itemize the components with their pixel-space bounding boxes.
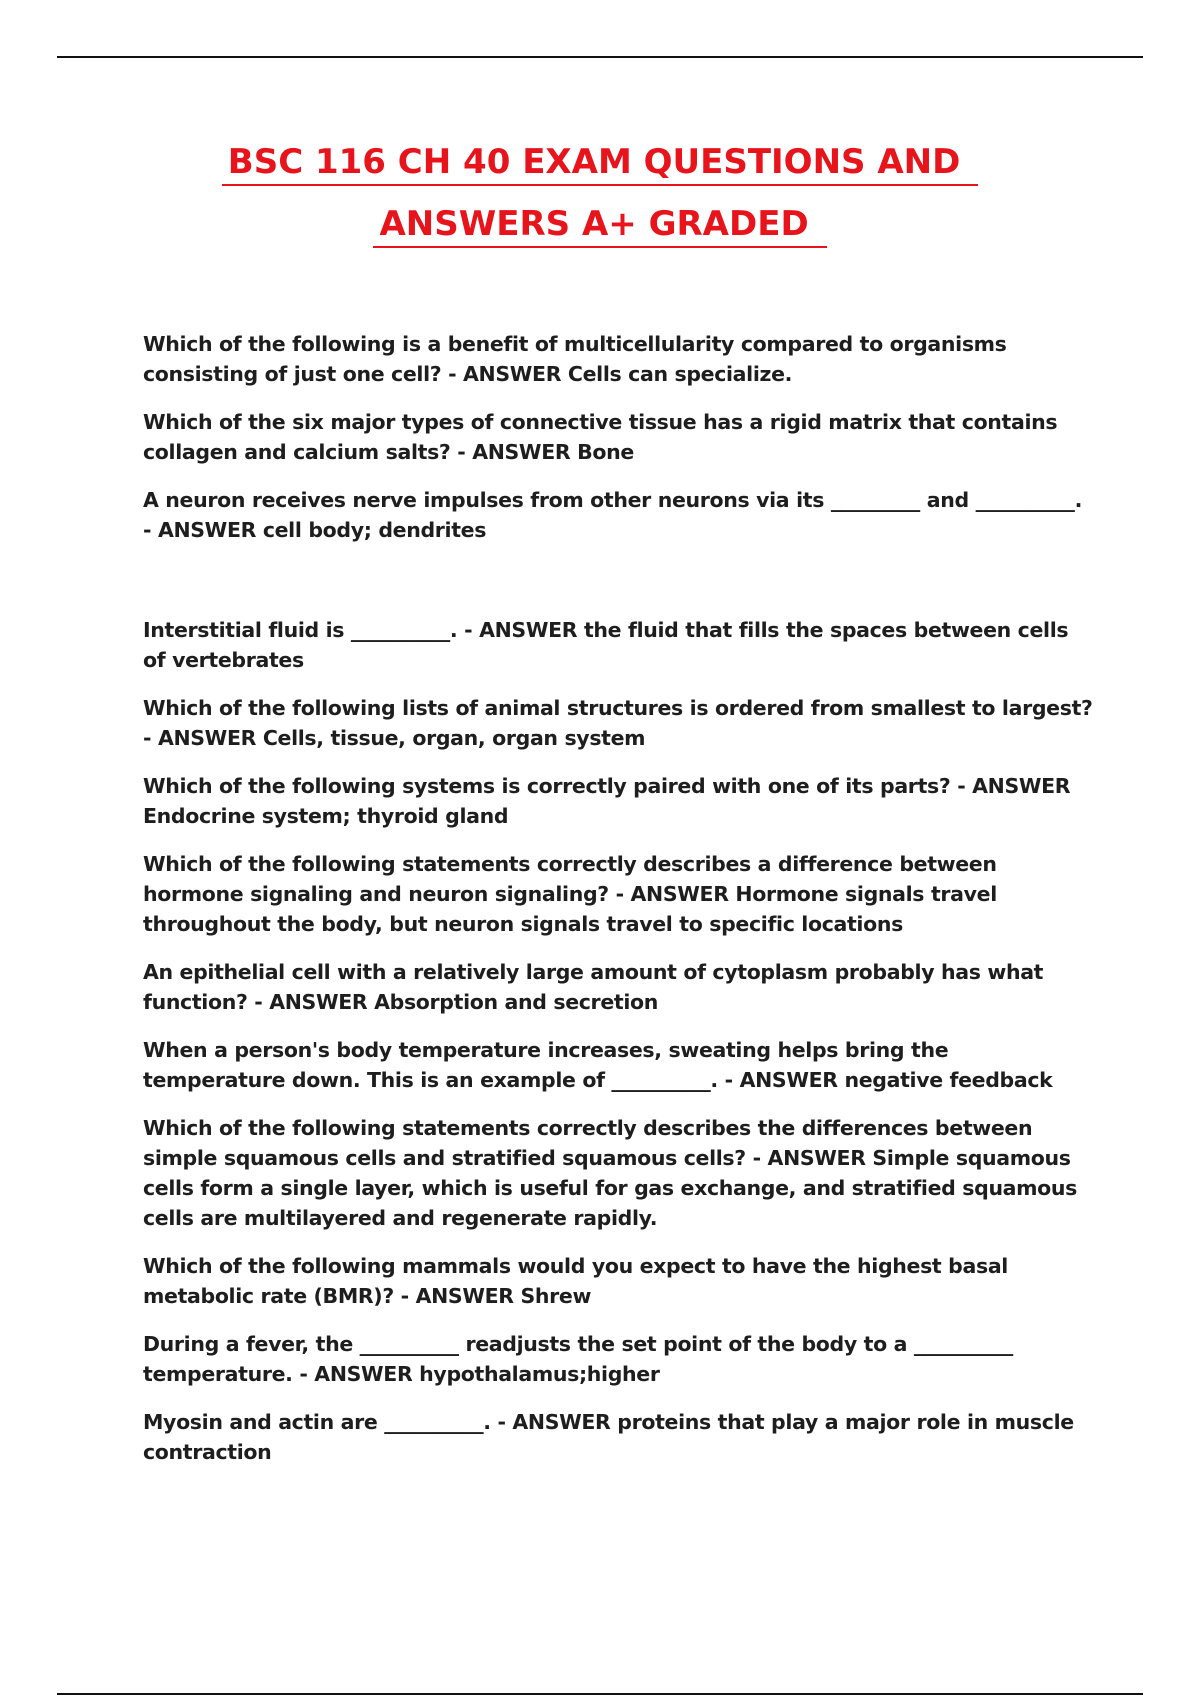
title-line-1: BSC 116 CH 40 EXAM QUESTIONS AND [222,142,978,186]
qa-item-12: During a fever, the __________ readjusts the set point of the body to a __________ temperature. - ANSWER hypothalamus;higher [143,1332,1013,1386]
qa-list [143,329,1093,1485]
qa-item-1: Which of the following is a benefit of multicellularity compared to organisms consisting of just one cell? - ANSWER Cells can specialize. [143,332,1007,386]
qa-item-6: Which of the following systems is correctly paired with one of its parts? - ANSWER Endocrine system; thyroid gland [143,774,1071,828]
document-title [0,142,1200,248]
qa-item-8: An epithelial cell with a relatively large amount of cytoplasm probably has what function? - ANSWER Absorption and secretion [143,960,1044,1014]
qa-item-9: When a person's body temperature increases, sweating helps bring the temperature down. This is an example of __________. - ANSWER negative feedback [143,1038,1053,1092]
qa-item-2: Which of the six major types of connective tissue has a rigid matrix that contains collagen and calcium salts? - ANSWER Bone [143,410,1058,464]
title-line-2: ANSWERS A+ GRADED [373,204,826,248]
qa-item-3: A neuron receives nerve impulses from other neurons via its _________ and __________. - ANSWER cell body; dendrites [143,488,1083,542]
qa-item-10: Which of the following statements correctly describes the differences between simple squamous cells and stratified squamous cells? - ANSWER Simple squamous cells form a single layer, which is useful for gas exchange, and stratified squamous cells are multilayered and regenerate rapidly. [143,1116,1078,1230]
qa-item-13: Myosin and actin are __________. - ANSWER proteins that play a major role in muscle contraction [143,1410,1074,1464]
bottom-rule [57,1693,1143,1695]
qa-item-5: Which of the following lists of animal structures is ordered from smallest to largest? - ANSWER Cells, tissue, organ, organ system [143,696,1093,750]
qa-item-4: Interstitial fluid is __________. - ANSWER the fluid that fills the spaces between cells of vertebrates [143,618,1069,672]
qa-item-11: Which of the following mammals would you expect to have the highest basal metabolic rate (BMR)? - ANSWER Shrew [143,1254,1008,1308]
top-rule [57,56,1143,58]
qa-item-7: Which of the following statements correctly describes a difference between hormone signaling and neuron signaling? - ANSWER Hormone signals travel throughout the body, but neuron signals travel to specific locations [143,852,997,936]
